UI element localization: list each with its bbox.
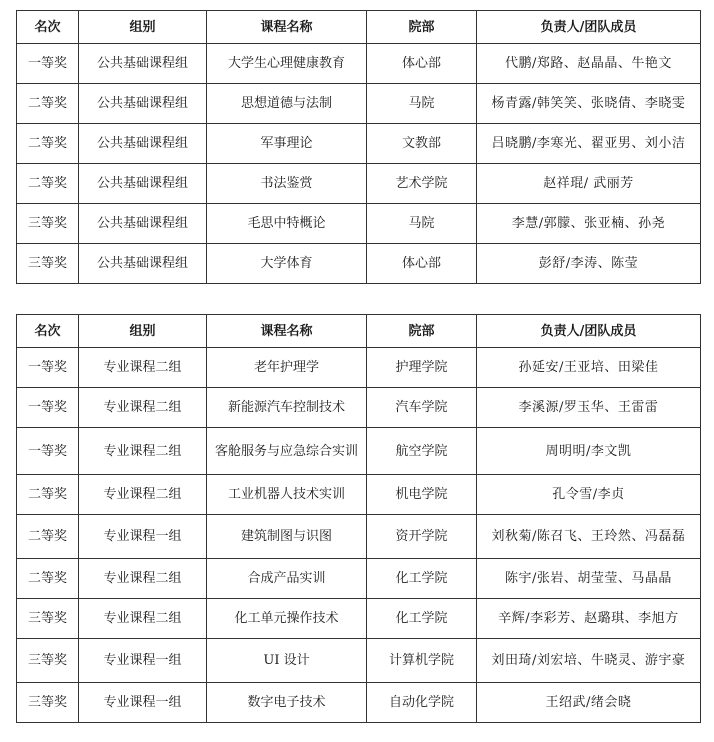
dept-cell: 艺术学院 bbox=[367, 164, 477, 204]
dept-cell: 计算机学院 bbox=[367, 639, 477, 683]
rank-cell: 二等奖 bbox=[17, 559, 79, 599]
public-courses-table bbox=[16, 10, 701, 284]
header-row bbox=[17, 315, 701, 348]
table-row bbox=[17, 44, 701, 84]
team-cell: 赵祥琨/ 武丽芳 bbox=[477, 164, 701, 204]
rank-cell: 三等奖 bbox=[17, 244, 79, 284]
rank-cell: 一等奖 bbox=[17, 388, 79, 428]
course-cell: 建筑制图与识图 bbox=[207, 515, 367, 559]
team-cell: 杨青露/韩笑笑、张晓倩、李晓雯 bbox=[477, 84, 701, 124]
group-cell: 专业课程二组 bbox=[79, 428, 207, 475]
team-cell: 李慧/郭朦、张亚楠、孙尧 bbox=[477, 204, 701, 244]
rank-cell: 二等奖 bbox=[17, 515, 79, 559]
table-row bbox=[17, 475, 701, 515]
header-rank: 名次 bbox=[17, 11, 79, 44]
professional-courses-table bbox=[16, 314, 701, 723]
dept-cell: 汽车学院 bbox=[367, 388, 477, 428]
dept-cell: 资开学院 bbox=[367, 515, 477, 559]
group-cell: 专业课程二组 bbox=[79, 559, 207, 599]
rank-cell: 一等奖 bbox=[17, 428, 79, 475]
rank-cell: 二等奖 bbox=[17, 124, 79, 164]
table-row bbox=[17, 124, 701, 164]
dept-cell: 马院 bbox=[367, 84, 477, 124]
rank-cell: 一等奖 bbox=[17, 348, 79, 388]
group-cell: 专业课程一组 bbox=[79, 515, 207, 559]
header-course: 课程名称 bbox=[207, 11, 367, 44]
course-cell: 老年护理学 bbox=[207, 348, 367, 388]
table-row bbox=[17, 84, 701, 124]
dept-cell: 马院 bbox=[367, 204, 477, 244]
team-cell: 刘秋菊/陈召飞、王玲然、冯磊磊 bbox=[477, 515, 701, 559]
header-group: 组别 bbox=[79, 315, 207, 348]
dept-cell: 文教部 bbox=[367, 124, 477, 164]
course-cell: 客舱服务与应急综合实训 bbox=[207, 428, 367, 475]
table-row bbox=[17, 204, 701, 244]
rank-cell: 二等奖 bbox=[17, 475, 79, 515]
table-row bbox=[17, 388, 701, 428]
group-cell: 专业课程二组 bbox=[79, 599, 207, 639]
dept-cell: 机电学院 bbox=[367, 475, 477, 515]
header-dept: 院部 bbox=[367, 315, 477, 348]
dept-cell: 航空学院 bbox=[367, 428, 477, 475]
course-cell: 化工单元操作技术 bbox=[207, 599, 367, 639]
header-team: 负责人/团队成员 bbox=[477, 11, 701, 44]
table-row bbox=[17, 428, 701, 475]
rank-cell: 三等奖 bbox=[17, 683, 79, 723]
team-cell: 代鹏/郑路、赵晶晶、牛艳文 bbox=[477, 44, 701, 84]
group-cell: 专业课程二组 bbox=[79, 388, 207, 428]
header-dept: 院部 bbox=[367, 11, 477, 44]
table-row bbox=[17, 559, 701, 599]
rank-cell: 二等奖 bbox=[17, 164, 79, 204]
table-row bbox=[17, 164, 701, 204]
course-cell: 军事理论 bbox=[207, 124, 367, 164]
dept-cell: 自动化学院 bbox=[367, 683, 477, 723]
dept-cell: 化工学院 bbox=[367, 559, 477, 599]
team-cell: 辛辉/李彩芳、赵璐琪、李旭方 bbox=[477, 599, 701, 639]
rank-cell: 三等奖 bbox=[17, 204, 79, 244]
group-cell: 公共基础课程组 bbox=[79, 204, 207, 244]
rank-cell: 二等奖 bbox=[17, 84, 79, 124]
header-course: 课程名称 bbox=[207, 315, 367, 348]
table-row bbox=[17, 244, 701, 284]
header-row bbox=[17, 11, 701, 44]
header-rank: 名次 bbox=[17, 315, 79, 348]
group-cell: 公共基础课程组 bbox=[79, 44, 207, 84]
group-cell: 公共基础课程组 bbox=[79, 84, 207, 124]
dept-cell: 护理学院 bbox=[367, 348, 477, 388]
rank-cell: 三等奖 bbox=[17, 639, 79, 683]
course-cell: 大学体育 bbox=[207, 244, 367, 284]
course-cell: 新能源汽车控制技术 bbox=[207, 388, 367, 428]
table-row bbox=[17, 348, 701, 388]
group-cell: 公共基础课程组 bbox=[79, 124, 207, 164]
table-row bbox=[17, 683, 701, 723]
course-cell: 合成产品实训 bbox=[207, 559, 367, 599]
group-cell: 专业课程二组 bbox=[79, 475, 207, 515]
dept-cell: 化工学院 bbox=[367, 599, 477, 639]
team-cell: 陈宇/张岩、胡莹莹、马晶晶 bbox=[477, 559, 701, 599]
course-cell: 思想道德与法制 bbox=[207, 84, 367, 124]
rank-cell: 一等奖 bbox=[17, 44, 79, 84]
dept-cell: 体心部 bbox=[367, 244, 477, 284]
group-cell: 专业课程二组 bbox=[79, 348, 207, 388]
team-cell: 孔令雪/李贞 bbox=[477, 475, 701, 515]
table-row bbox=[17, 599, 701, 639]
team-cell: 周明明/李文凯 bbox=[477, 428, 701, 475]
rank-cell: 三等奖 bbox=[17, 599, 79, 639]
team-cell: 孙延安/王亚培、田梁佳 bbox=[477, 348, 701, 388]
table-row bbox=[17, 515, 701, 559]
header-group: 组别 bbox=[79, 11, 207, 44]
course-cell: 毛思中特概论 bbox=[207, 204, 367, 244]
group-cell: 公共基础课程组 bbox=[79, 244, 207, 284]
team-cell: 吕晓鹏/李寒光、翟亚男、刘小洁 bbox=[477, 124, 701, 164]
course-cell: UI 设计 bbox=[207, 639, 367, 683]
course-cell: 数字电子技术 bbox=[207, 683, 367, 723]
group-cell: 专业课程一组 bbox=[79, 639, 207, 683]
header-team: 负责人/团队成员 bbox=[477, 315, 701, 348]
course-cell: 大学生心理健康教育 bbox=[207, 44, 367, 84]
group-cell: 公共基础课程组 bbox=[79, 164, 207, 204]
team-cell: 刘田琦/刘宏培、牛晓灵、游宇豪 bbox=[477, 639, 701, 683]
dept-cell: 体心部 bbox=[367, 44, 477, 84]
table-row bbox=[17, 639, 701, 683]
team-cell: 李溪源/罗玉华、王雷雷 bbox=[477, 388, 701, 428]
course-cell: 书法鉴赏 bbox=[207, 164, 367, 204]
team-cell: 彭舒/李涛、陈莹 bbox=[477, 244, 701, 284]
group-cell: 专业课程一组 bbox=[79, 683, 207, 723]
course-cell: 工业机器人技术实训 bbox=[207, 475, 367, 515]
team-cell: 王绍武/绪会晓 bbox=[477, 683, 701, 723]
